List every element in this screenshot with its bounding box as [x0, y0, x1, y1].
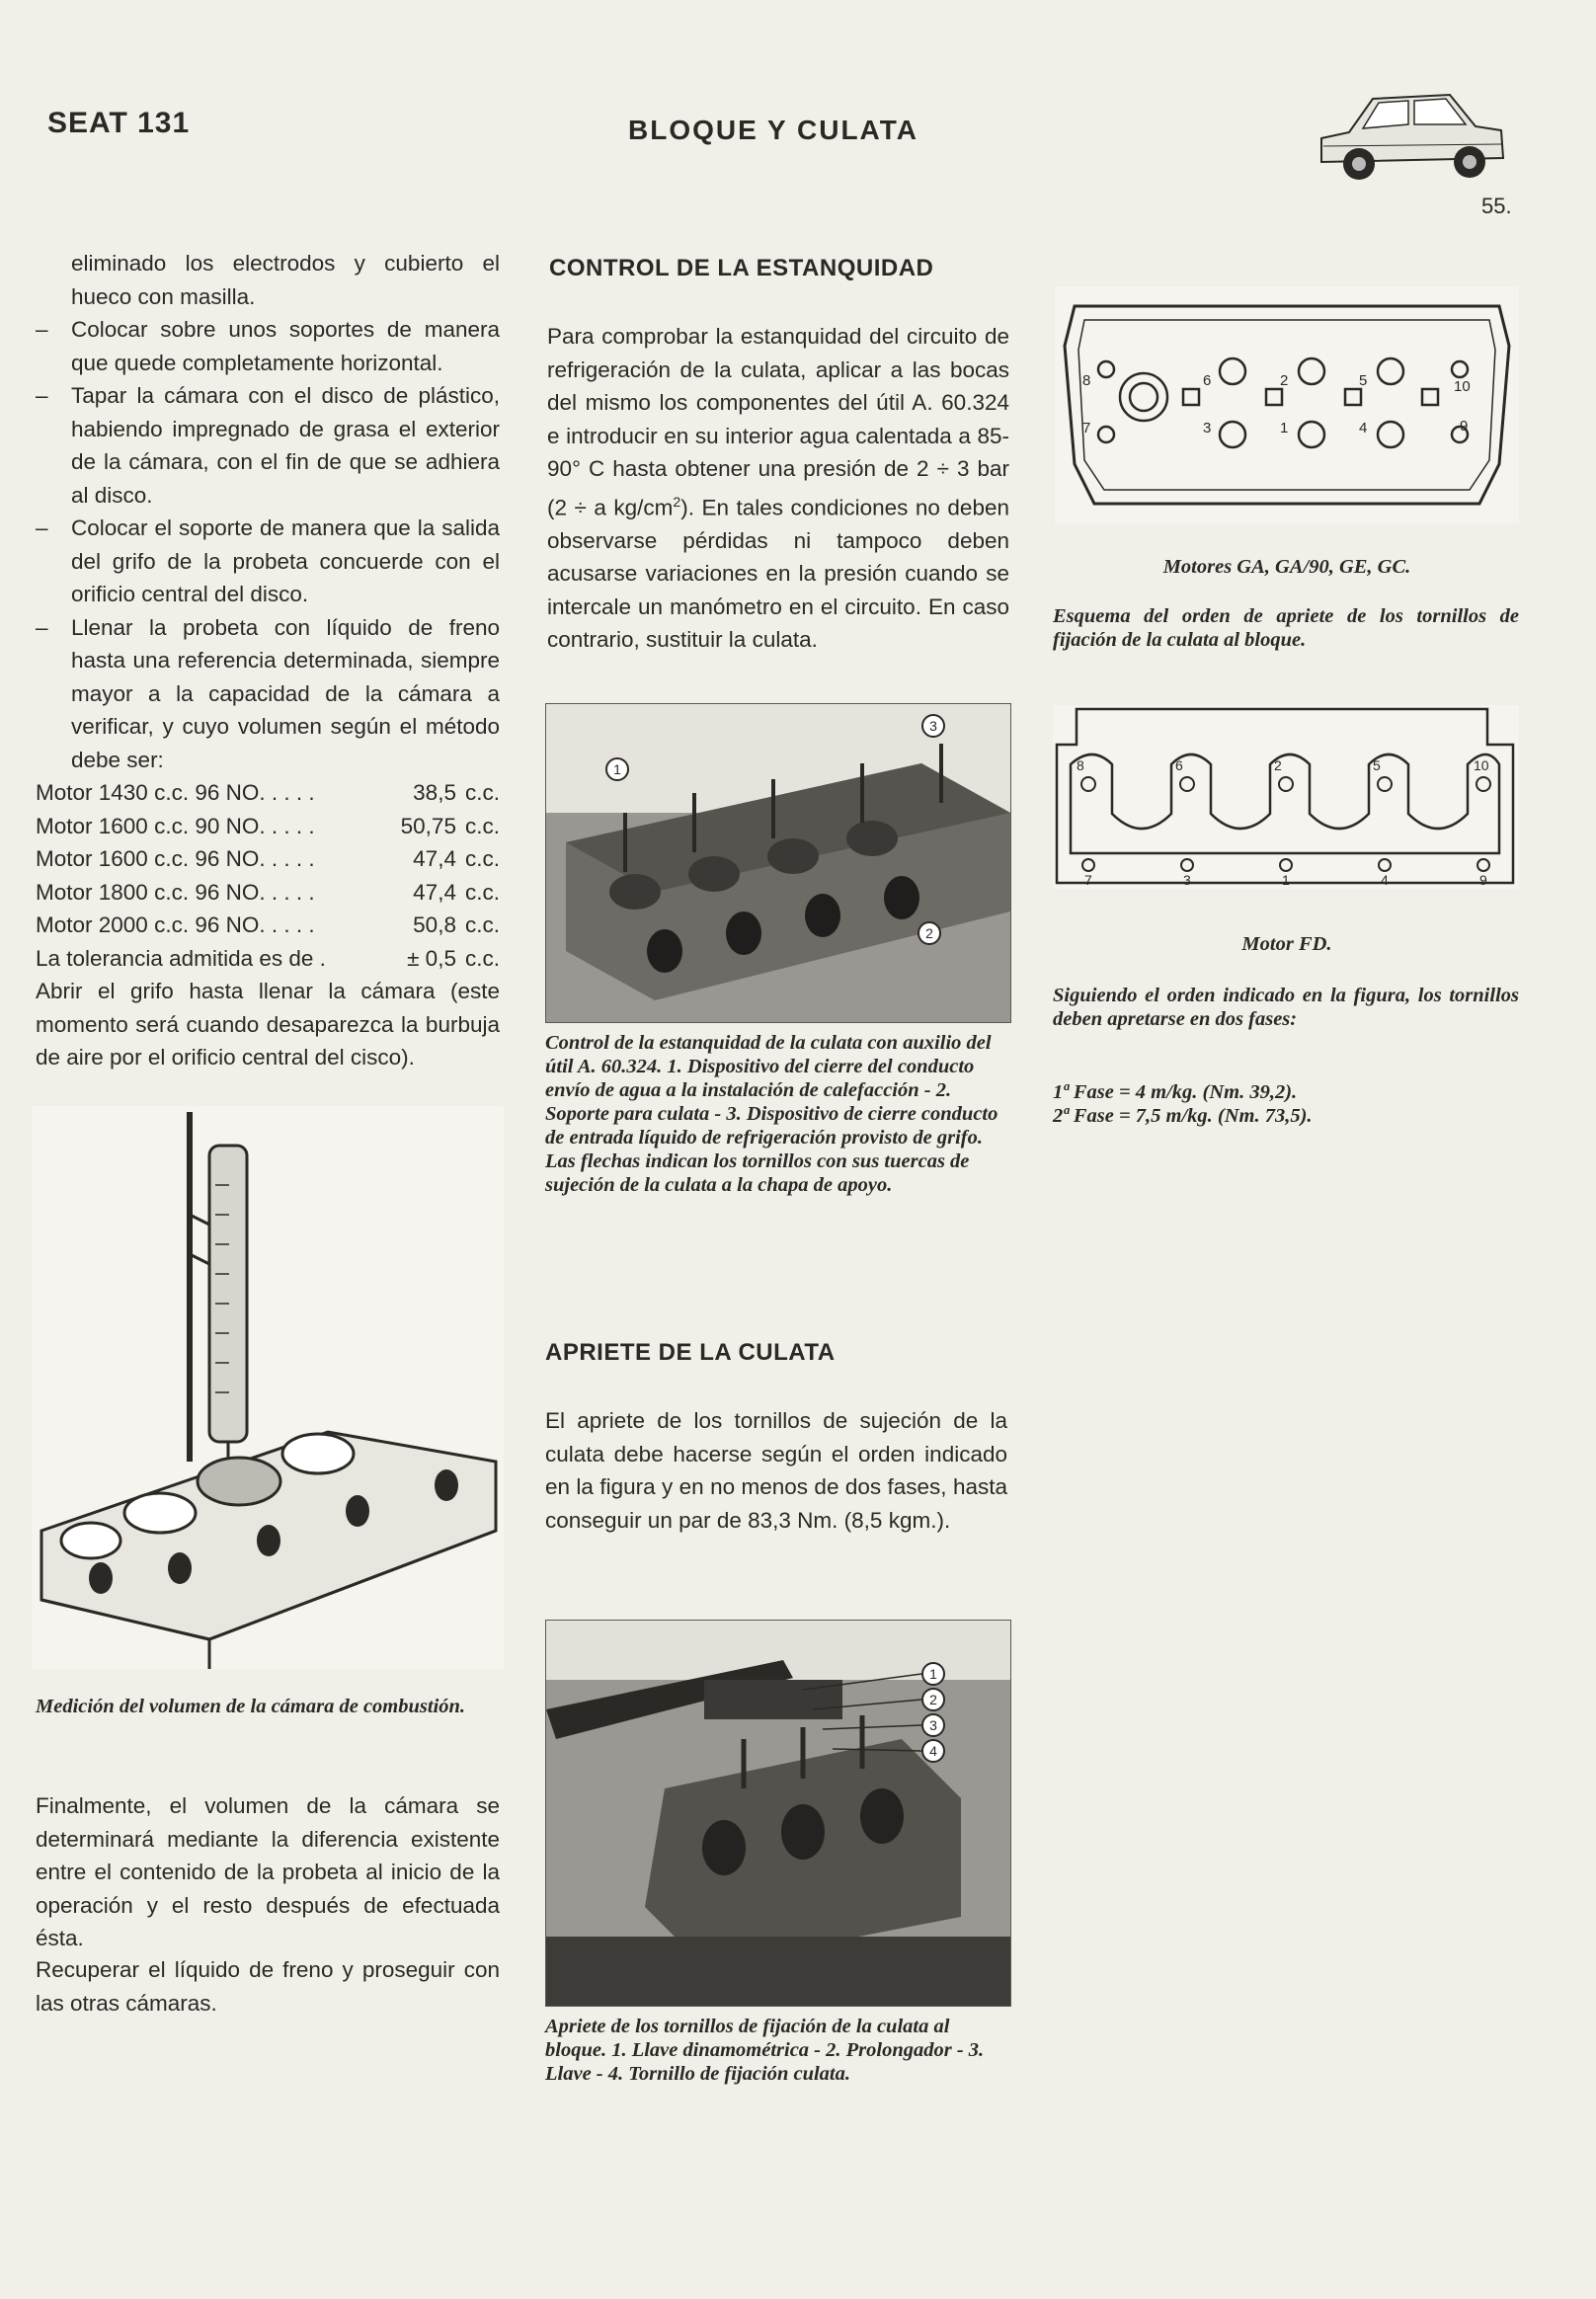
bolt-number: 6: [1175, 757, 1183, 773]
volume-row: Motor 2000 c.c. 96 NO. . . . . 50,8 c.c.: [36, 912, 500, 937]
head-test-photo: [545, 703, 1011, 1023]
callout-label: 2: [925, 925, 933, 941]
volume-row: La tolerancia admitida es de . ± 0,5 c.c.: [36, 945, 500, 971]
bolt-number: 5: [1359, 372, 1368, 389]
callout-label: 2: [929, 1692, 937, 1707]
bolt-number: 6: [1203, 372, 1212, 389]
fd-caption: Motor FD.: [1241, 933, 1332, 955]
bolt-number: 1: [1282, 872, 1290, 888]
bolt-number: 4: [1381, 872, 1389, 888]
bolt-number: 9: [1460, 418, 1469, 435]
list-item: – Colocar sobre unos soportes de manera que quede completamente horizontal.: [36, 313, 500, 379]
torque-photo: [545, 1620, 1011, 2007]
bolt-number: 5: [1373, 757, 1381, 773]
list-item: – Llenar la probeta con líquido de freno hasta una referencia determinada, siempre mayor a la capacidad de la cámara a verificar, y cuyo volumen según el método debe ser:: [36, 611, 500, 777]
bolt-number: 9: [1479, 872, 1487, 888]
bolt-number: 7: [1084, 872, 1092, 888]
tightening-instruction: Siguiendo el orden indicado en la figura, los tornillos deben apretarse en dos fases:: [1053, 985, 1519, 1030]
callout-label: 3: [929, 1717, 937, 1733]
list-item: – Colocar el soporte de manera que la salida del grifo de la probeta concuerde con el orificio central del disco.: [36, 512, 500, 611]
estanquidad-text: Para comprobar la estanquidad del circuito de refrigeración de la culata, aplicar a las bocas del mismo los componentes del útil A. 60.324 e introducir en su interior agua calentada a 85-90° C hasta obtener una presión de 2 ÷ 3 bar (2 ÷ a $kg/cm^2$). En tales condiciones no deben observarse pérdidas ni tampoco deben acusarse variaciones en la presión cuando se intercale un manómetro en el circuito. En caso contrario, sustituir la culata.: [547, 324, 1009, 652]
scheme-caption: Esquema del orden de apriete de los tornillos de fijación de la culata al bloque.: [1053, 605, 1519, 651]
bolt-number: 7: [1082, 420, 1091, 436]
engines-caption: Motores GA, GA/90, GE, GC.: [1162, 556, 1411, 578]
combustion-chamber-figure: [32, 1106, 504, 1669]
estanquidad-caption: Control de la estanquidad de la culata con auxilio del útil A. 60.324. 1. Dispositivo del cierre del conducto envío de agua a la instalación de calefacción - 2. Soporte para culata - 3. Dispositivo de cierre conducto de entrada líquido de refrigeración provisto de grifo. Las flechas indican los tornillos con sus tuercas de sujeción de la culata a la chapa de apoyo.: [545, 1032, 998, 1196]
column-1: [36, 247, 500, 1074]
bolt-number: 8: [1082, 372, 1091, 389]
heading-apriete: APRIETE DE LA CULATA: [545, 1339, 836, 1366]
steps-list: [36, 313, 500, 776]
apriete-text: El apriete de los tornillos de sujeción de la culata debe hacerse según el orden indicado en la figura y en no menos de dos fases, hasta conseguir un par de 83,3 Nm. (8,5 kgm.).: [545, 1408, 1007, 1533]
callout-label: 4: [929, 1743, 937, 1759]
phase-2: 2ª Fase = 7,5 m/kg. (Nm. 73,5).: [1053, 1105, 1313, 1127]
bolt-order-diagram-fd: [1053, 705, 1519, 889]
bolt-number: 10: [1454, 378, 1471, 395]
final-text-2: Recuperar el líquido de freno y proseguir con las otras cámaras.: [36, 1957, 500, 2016]
bolt-number: 2: [1280, 372, 1289, 389]
page-number: 55.: [1481, 194, 1512, 218]
callout-label: 1: [929, 1666, 937, 1682]
bolt-number: 8: [1077, 757, 1084, 773]
volume-table: [36, 776, 500, 975]
volume-row: Motor 1600 c.c. 90 NO. . . . . 50,75 c.c.: [36, 813, 500, 838]
volume-row: Motor 1800 c.c. 96 NO. . . . . 47,4 c.c.: [36, 879, 500, 905]
final-text-1: Finalmente, el volumen de la cámara se determinará mediante la diferencia existente entre el contenido de la probeta al inicio de la operación y el resto después de efectuada ésta.: [36, 1793, 500, 1950]
page-title: BLOQUE Y CULATA: [628, 115, 918, 145]
bolt-number: 4: [1359, 420, 1368, 436]
after-text: Abrir el grifo hasta llenar la cámara (este momento será cuando desaparezca la burbuja de aire por el orificio central del cisco).: [36, 979, 500, 1070]
car-icon: [1312, 77, 1509, 194]
volume-row: Motor 1600 c.c. 96 NO. . . . . 47,4 c.c.: [36, 846, 500, 871]
list-item: – Tapar la cámara con el disco de plástico, habiendo impregnado de grasa el exterior de la cámara, con el fin de que se adhiera al disco.: [36, 379, 500, 512]
bolt-order-diagram-ga: [1055, 286, 1519, 523]
intro-text: eliminado los electrodos y cubierto el hueco con masilla.: [71, 251, 500, 309]
combustion-caption: Medición del volumen de la cámara de combustión.: [36, 1696, 466, 1717]
phase-1: 1ª Fase = 4 m/kg. (Nm. 39,2).: [1053, 1081, 1298, 1103]
callout-label: 1: [613, 761, 621, 777]
phase-2-wrapper: [1053, 1080, 1519, 1128]
header-left: SEAT 131: [47, 107, 191, 139]
torque-caption: Apriete de los tornillos de fijación de la culata al bloque. 1. Llave dinamométrica - 2. Prolongador - 3. Llave - 4. Tornillo de fijación culata.: [545, 2016, 985, 2085]
bolt-number: 10: [1474, 757, 1489, 773]
bolt-number: 3: [1203, 420, 1212, 436]
bolt-number: 1: [1280, 420, 1289, 436]
heading-estanquidad: CONTROL DE LA ESTANQUIDAD: [549, 255, 934, 281]
bolt-number: 3: [1183, 872, 1191, 888]
callout-label: 3: [929, 718, 937, 734]
bolt-number: 2: [1274, 757, 1282, 773]
volume-row: Motor 1430 c.c. 96 NO. . . . . 38,5 c.c.: [36, 780, 500, 805]
